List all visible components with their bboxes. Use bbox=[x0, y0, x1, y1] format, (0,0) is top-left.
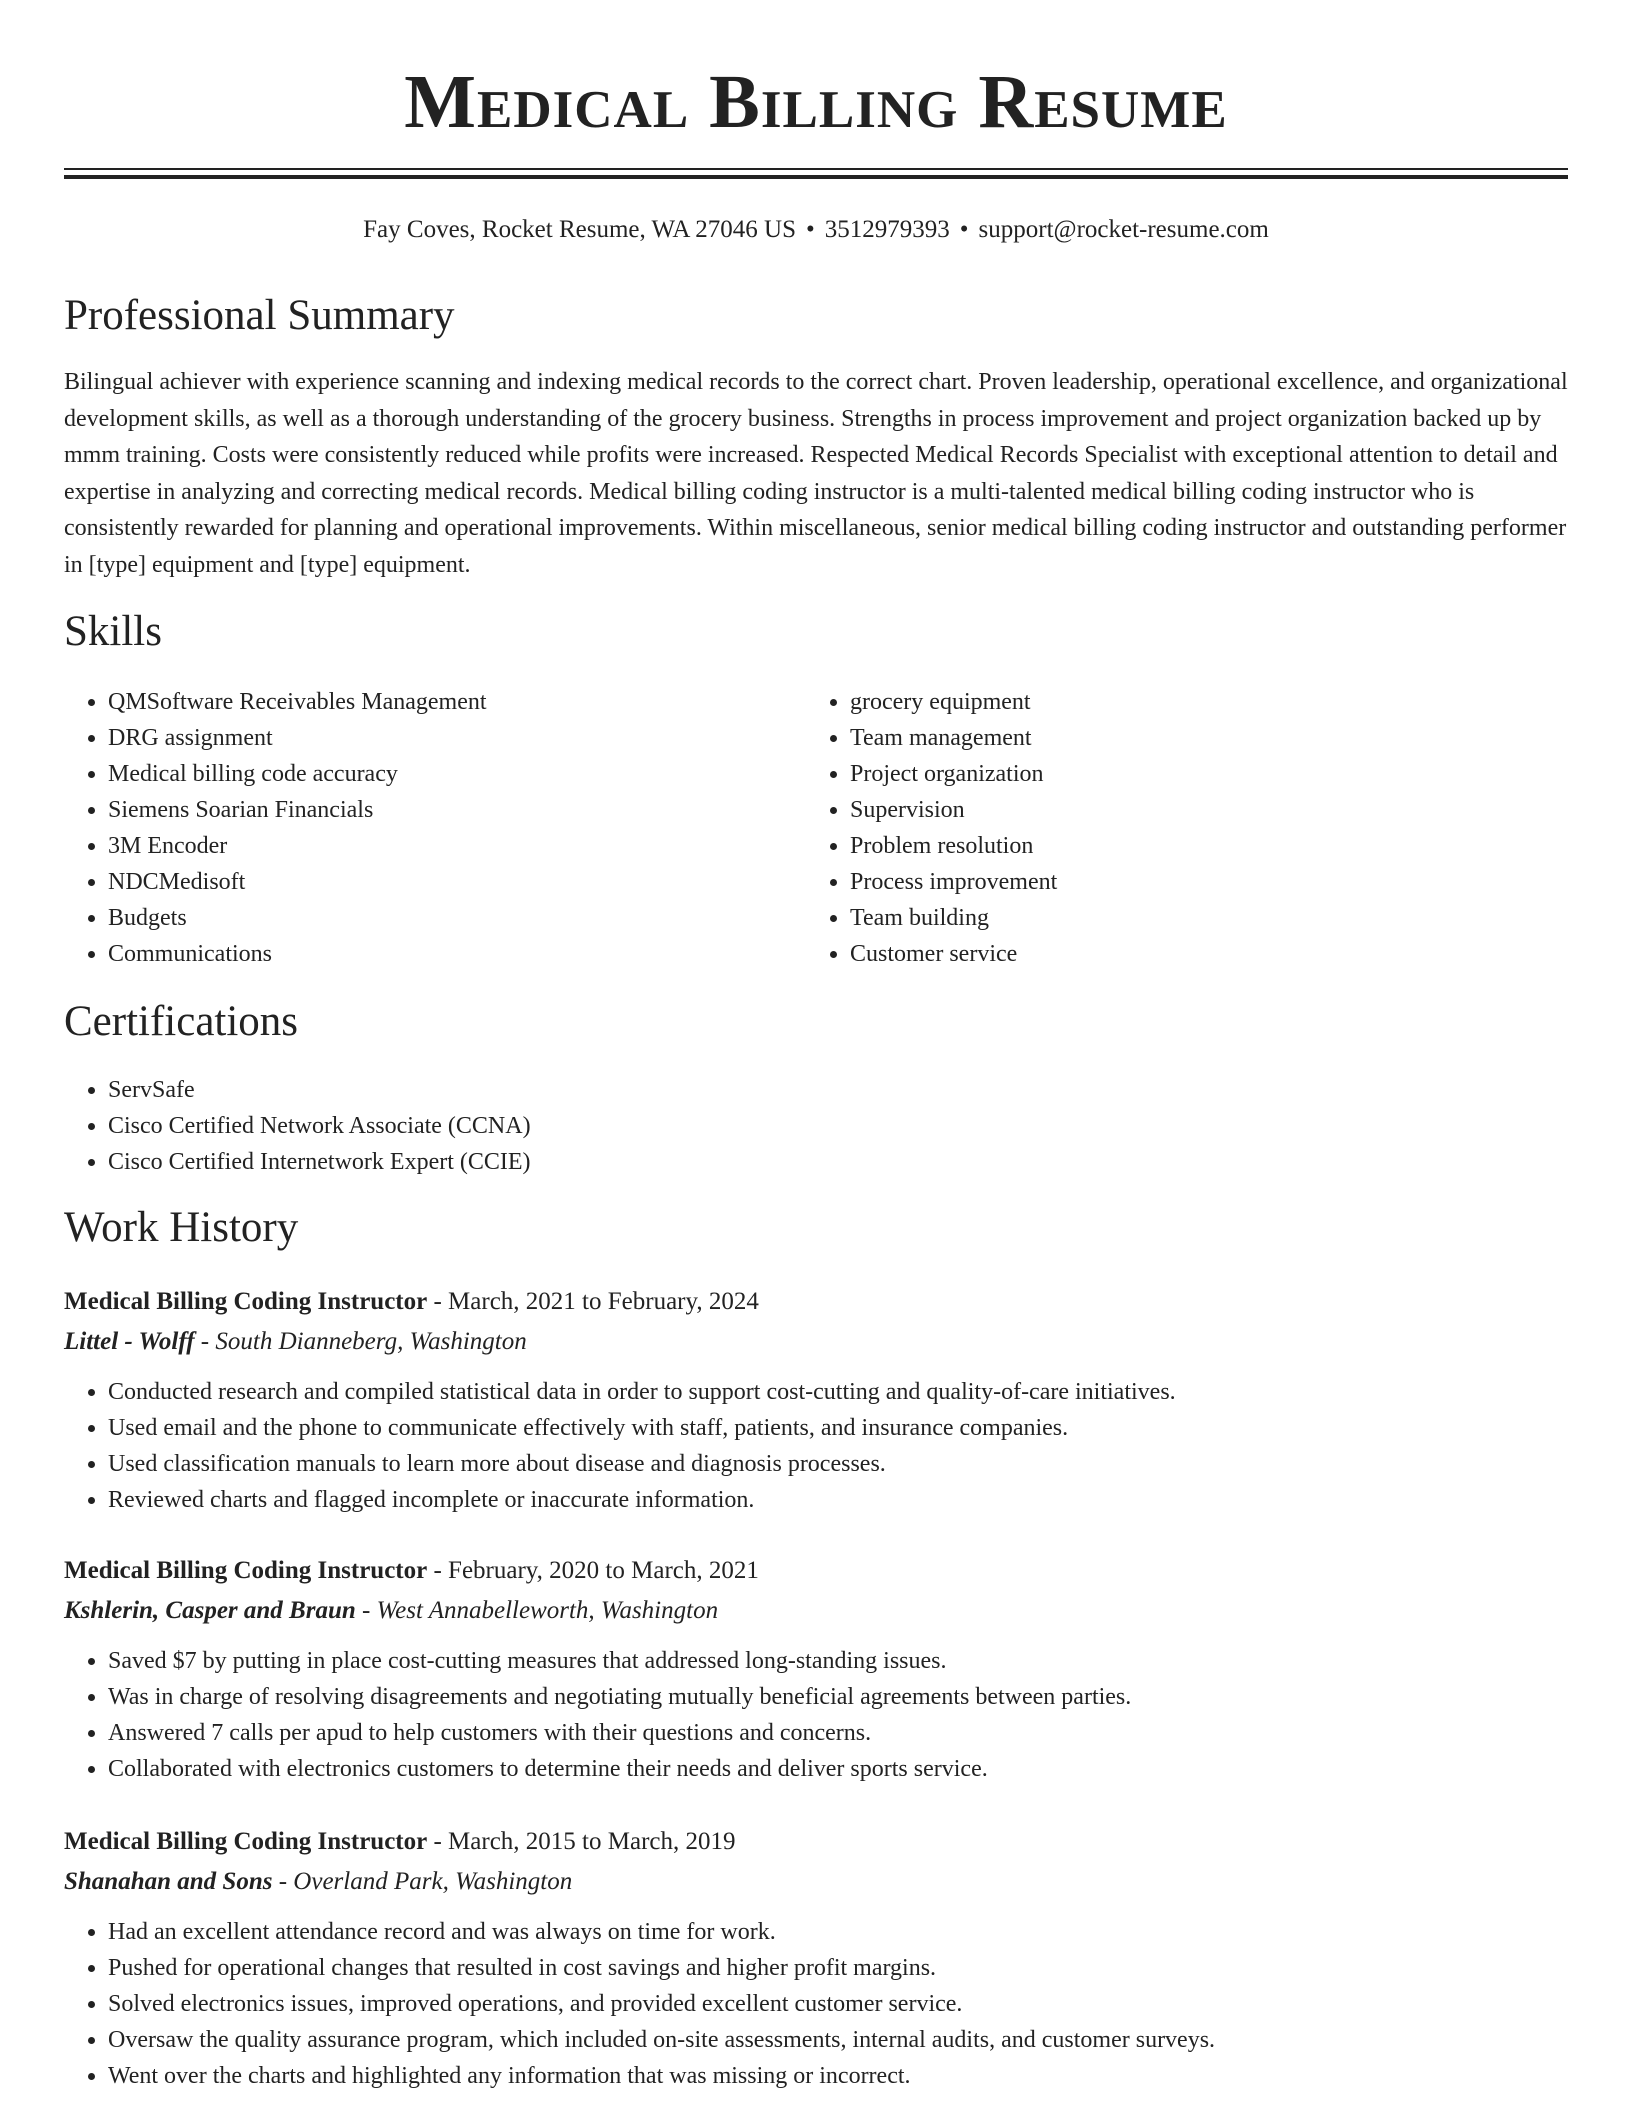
job-location: West Annabelleworth, Washington bbox=[376, 1597, 719, 1624]
skill-item: • Problem resolution bbox=[850, 828, 1546, 864]
job-title-line bbox=[64, 1822, 1568, 1862]
job-bullet: • Pushed for operational changes that resulted in cost savings and higher profit margins. bbox=[108, 1950, 1568, 1986]
job-bullet: • Had an excellent attendance record and was always on time for work. bbox=[108, 1914, 1568, 1950]
contact-separator: • bbox=[806, 216, 815, 243]
skills-right-list bbox=[806, 684, 1546, 972]
job-bullet-list bbox=[64, 1643, 1568, 1787]
skill-item: • QMSoftware Receivables Management bbox=[108, 684, 804, 720]
certifications-block bbox=[64, 1072, 1568, 1180]
job-bullet: • Was in charge of resolving disagreements and negotiating mutually beneficial agreements between parties. bbox=[108, 1679, 1568, 1715]
job-bullet: • Collaborated with electronics customers to determine their needs and deliver sports service. bbox=[108, 1751, 1568, 1787]
job-bullet: • Went over the charts and highlighted any information that was missing or incorrect. bbox=[108, 2058, 1568, 2094]
job-dash: - bbox=[433, 1828, 442, 1855]
job-company: Kshlerin, Casper and Braun bbox=[64, 1597, 356, 1624]
job-entry bbox=[64, 1282, 1568, 1518]
skills-right-column bbox=[806, 684, 1546, 972]
job-location: South Dianneberg, Washington bbox=[215, 1328, 527, 1355]
job-entry bbox=[64, 1822, 1568, 2094]
job-bullet: • Reviewed charts and flagged incomplete or inaccurate information. bbox=[108, 1482, 1568, 1518]
job-bullet: • Conducted research and compiled statistical data in order to support cost-cutting and quality-of-care initiatives. bbox=[108, 1374, 1568, 1410]
contact-separator: • bbox=[959, 216, 969, 243]
skill-item: • Siemens Soarian Financials bbox=[108, 792, 804, 828]
job-title-line bbox=[64, 1282, 1568, 1322]
skill-item: • Team building bbox=[850, 900, 1546, 936]
skill-item: • grocery equipment bbox=[850, 684, 1546, 720]
job-dash: - bbox=[433, 1288, 442, 1315]
contact-email: support@rocket-resume.com bbox=[978, 216, 1269, 243]
job-bullet: • Used email and the phone to communicate effectively with staff, patients, and insurance companies. bbox=[108, 1410, 1568, 1446]
job-role: Medical Billing Coding Instructor bbox=[64, 1288, 428, 1315]
skill-item: • NDCMedisoft bbox=[108, 864, 804, 900]
job-location: Overland Park, Washington bbox=[293, 1868, 573, 1895]
job-bullet: • Saved $7 by putting in place cost-cutting measures that addressed long-standing issues. bbox=[108, 1643, 1568, 1679]
skill-item: • Budgets bbox=[108, 900, 804, 936]
skill-item: • Communications bbox=[108, 936, 804, 972]
job-dates: March, 2015 to March, 2019 bbox=[448, 1828, 736, 1855]
contact-phone: 3512979393 bbox=[824, 216, 950, 243]
certification-item: • ServSafe bbox=[108, 1072, 1568, 1108]
skills-heading: Skills bbox=[64, 608, 162, 655]
job-bullet-list bbox=[64, 1914, 1568, 2094]
job-bullet: • Answered 7 calls per apud to help customers with their questions and concerns. bbox=[108, 1715, 1568, 1751]
job-company: Littel - Wolff bbox=[64, 1328, 195, 1355]
skills-left-column bbox=[64, 684, 804, 972]
job-dash: - bbox=[200, 1328, 210, 1355]
job-title-line bbox=[64, 1551, 1568, 1591]
summary-heading: Professional Summary bbox=[64, 292, 455, 339]
skill-item: • Medical billing code accuracy bbox=[108, 756, 804, 792]
skill-item: • 3M Encoder bbox=[108, 828, 804, 864]
skill-item: • Project organization bbox=[850, 756, 1546, 792]
skills-left-list bbox=[64, 684, 804, 972]
certification-item: • Cisco Certified Network Associate (CCNA) bbox=[108, 1108, 1568, 1144]
job-bullet: • Oversaw the quality assurance program, which included on-site assessments, internal audits, and customer surveys. bbox=[108, 2022, 1568, 2058]
certifications-heading: Certifications bbox=[64, 998, 299, 1045]
title-double-rule bbox=[64, 168, 1568, 179]
contact-line bbox=[64, 212, 1568, 248]
job-bullet: • Used classification manuals to learn more about disease and diagnosis processes. bbox=[108, 1446, 1568, 1482]
skill-item: • Supervision bbox=[850, 792, 1546, 828]
job-dates: March, 2021 to February, 2024 bbox=[448, 1288, 759, 1315]
summary-text: Bilingual achiever with experience scanning and indexing medical records to the correct chart. Proven leadership, operational excellence, and organizational development skills, as well as a thorough understanding of the grocery business. Strengths in process improvement and project organization backed up by mmm training. Costs were consistently reduced while profits were increased. Respected Medical Records Specialist with exceptional attention to detail and expertise in analyzing and correcting medical records. Medical billing coding instructor is a multi-talented medical billing coding instructor who is consistently rewarded for planning and operational improvements. Within miscellaneous, senior medical billing coding instructor and outstanding performer in [type] equipment and [type] equipment. bbox=[64, 369, 1568, 578]
skill-item: • Process improvement bbox=[850, 864, 1546, 900]
certifications-list bbox=[64, 1072, 1568, 1180]
job-bullet-list bbox=[64, 1374, 1568, 1518]
contact-address: Fay Coves, Rocket Resume, WA 27046 US bbox=[363, 216, 797, 243]
job-employer-line bbox=[64, 1862, 1568, 1902]
job-role: Medical Billing Coding Instructor bbox=[64, 1557, 428, 1584]
job-company: Shanahan and Sons bbox=[64, 1868, 273, 1895]
job-entry bbox=[64, 1551, 1568, 1787]
job-bullet: • Solved electronics issues, improved operations, and provided excellent customer service. bbox=[108, 1986, 1568, 2022]
job-dash: - bbox=[433, 1557, 442, 1584]
skill-item: • Customer service bbox=[850, 936, 1546, 972]
job-employer-line bbox=[64, 1322, 1568, 1362]
job-role: Medical Billing Coding Instructor bbox=[64, 1828, 428, 1855]
resume-title: Medical Billing Resume bbox=[404, 60, 1228, 144]
work-history-heading: Work History bbox=[64, 1204, 299, 1251]
certification-item: • Cisco Certified Internetwork Expert (CCIE) bbox=[108, 1144, 1568, 1180]
job-employer-line bbox=[64, 1591, 1568, 1631]
job-dates: February, 2020 to March, 2021 bbox=[448, 1557, 759, 1584]
job-dash: - bbox=[278, 1868, 288, 1895]
skill-item: • DRG assignment bbox=[108, 720, 804, 756]
job-dash: - bbox=[362, 1597, 371, 1624]
skill-item: • Team management bbox=[850, 720, 1546, 756]
